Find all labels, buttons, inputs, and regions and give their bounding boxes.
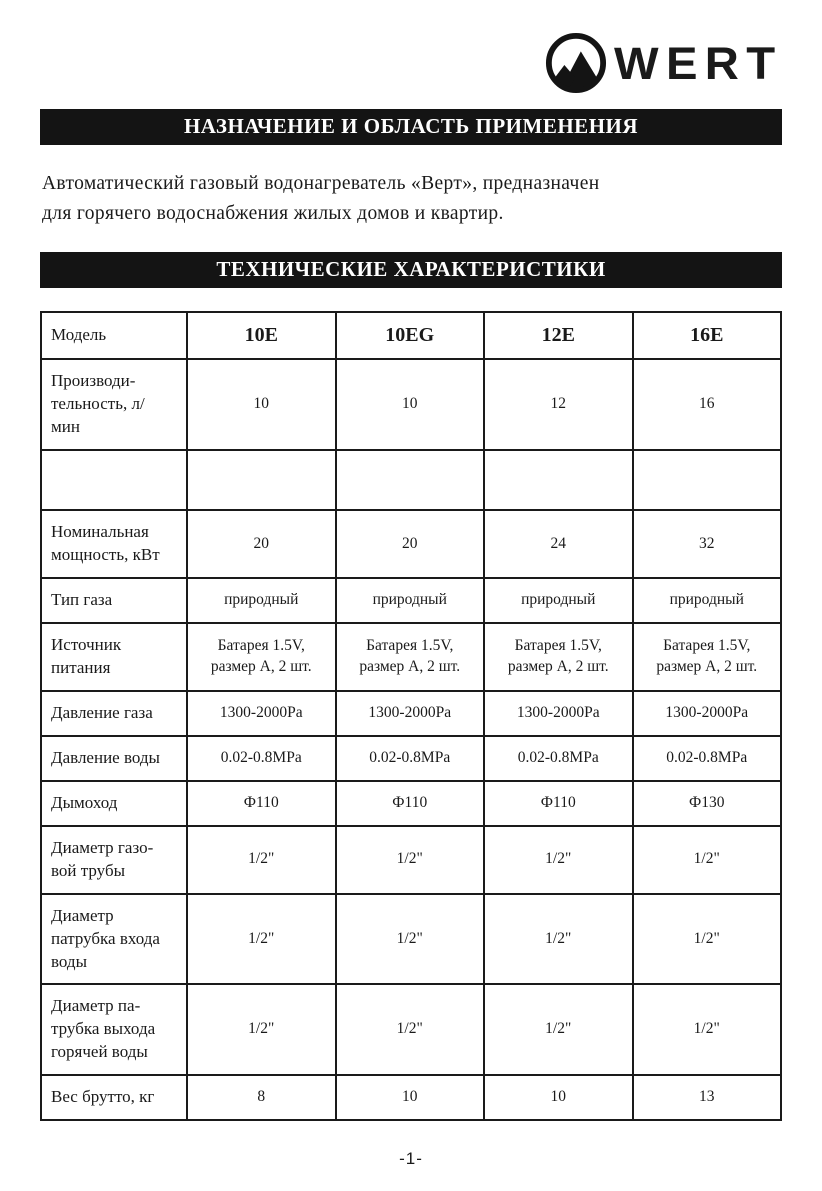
table-row [41,578,781,623]
section-title-purpose: НАЗНАЧЕНИЕ И ОБЛАСТЬ ПРИМЕНЕНИЯ [40,109,782,145]
section-title-specs: ТЕХНИЧЕСКИЕ ХАРАКТЕРИСТИКИ [40,252,782,288]
row-label: Тип газа [41,578,187,623]
row-value: 10 [336,1075,485,1120]
brand-name: WERT [613,37,783,89]
intro-line-1: Автоматический газовый водонагреватель «Верт», предназначен [42,173,600,194]
table-row [41,894,781,985]
row-value [484,450,633,510]
row-value: 1/2" [187,826,336,894]
row-label: Давление воды [41,736,187,781]
row-label [41,450,187,510]
row-label: Источник питания [41,623,187,691]
table-row [41,736,781,781]
table-row [41,1075,781,1120]
mountain-icon [545,32,607,94]
table-row [41,623,781,691]
row-value: природный [187,578,336,623]
row-value: 1/2" [187,894,336,985]
row-value: 32 [633,510,782,578]
row-value: 10 [484,1075,633,1120]
intro-line-2: для горячего водоснабжения жилых домов и квартир. [42,203,504,225]
row-value: 1300-2000Pa [633,691,782,736]
model-column-header: 12E [484,312,633,359]
table-header-row [41,312,781,359]
row-value: 1/2" [484,984,633,1075]
row-value [336,450,485,510]
model-column-header: 10E [187,312,336,359]
row-value: природный [336,578,485,623]
row-value: 1/2" [336,894,485,985]
table-row [41,781,781,826]
row-value: Батарея 1.5V, размер А, 2 шт. [633,623,782,691]
row-value [633,450,782,510]
table-row [41,984,781,1075]
row-label: Давление газа [41,691,187,736]
row-value: Батарея 1.5V, размер А, 2 шт. [336,623,485,691]
row-value: 10 [187,359,336,450]
row-value: 24 [484,510,633,578]
row-value: 8 [187,1075,336,1120]
row-value: 1300-2000Pa [336,691,485,736]
row-value: 1/2" [336,826,485,894]
table-row [41,510,781,578]
table-row [41,359,781,450]
row-value: природный [484,578,633,623]
row-label: Производи-тельность, л/ мин [41,359,187,450]
row-value: 1/2" [633,984,782,1075]
page-number: -1- [399,1149,423,1169]
row-value: 0.02-0.8MPa [336,736,485,781]
row-value: Ф110 [484,781,633,826]
row-value: 10 [336,359,485,450]
model-column-header: 10EG [336,312,485,359]
row-value: 1/2" [633,894,782,985]
row-value: 1300-2000Pa [187,691,336,736]
row-value: 1300-2000Pa [484,691,633,736]
row-value: 0.02-0.8MPa [187,736,336,781]
row-label: Диаметр газо-вой трубы [41,826,187,894]
table-header-label: Модель [41,312,187,359]
row-value: 20 [187,510,336,578]
row-label: Номинальная мощность, кВт [41,510,187,578]
table-row [41,826,781,894]
row-value: 0.02-0.8MPa [633,736,782,781]
row-value: 12 [484,359,633,450]
row-value: 1/2" [336,984,485,1075]
row-value: 1/2" [633,826,782,894]
row-value: 1/2" [484,894,633,985]
row-value: Батарея 1.5V, размер А, 2 шт. [187,623,336,691]
row-value: 0.02-0.8MPa [484,736,633,781]
row-value: 1/2" [187,984,336,1075]
table-row [41,691,781,736]
model-column-header: 16E [633,312,782,359]
spec-table [40,311,782,1121]
intro-paragraph [42,169,782,229]
row-value: природный [633,578,782,623]
row-value: Батарея 1.5V, размер А, 2 шт. [484,623,633,691]
row-label: Вес брутто, кг [41,1075,187,1120]
row-value: Ф110 [187,781,336,826]
row-value: 16 [633,359,782,450]
table-row [41,450,781,510]
row-value: 1/2" [484,826,633,894]
row-value: 20 [336,510,485,578]
row-value: Ф110 [336,781,485,826]
brand-logo [40,0,782,96]
row-value: 13 [633,1075,782,1120]
row-label: Диаметр патрубка входа воды [41,894,187,985]
row-label: Дымоход [41,781,187,826]
row-value: Ф130 [633,781,782,826]
row-value [187,450,336,510]
row-label: Диаметр па-трубка выхода горячей воды [41,984,187,1075]
